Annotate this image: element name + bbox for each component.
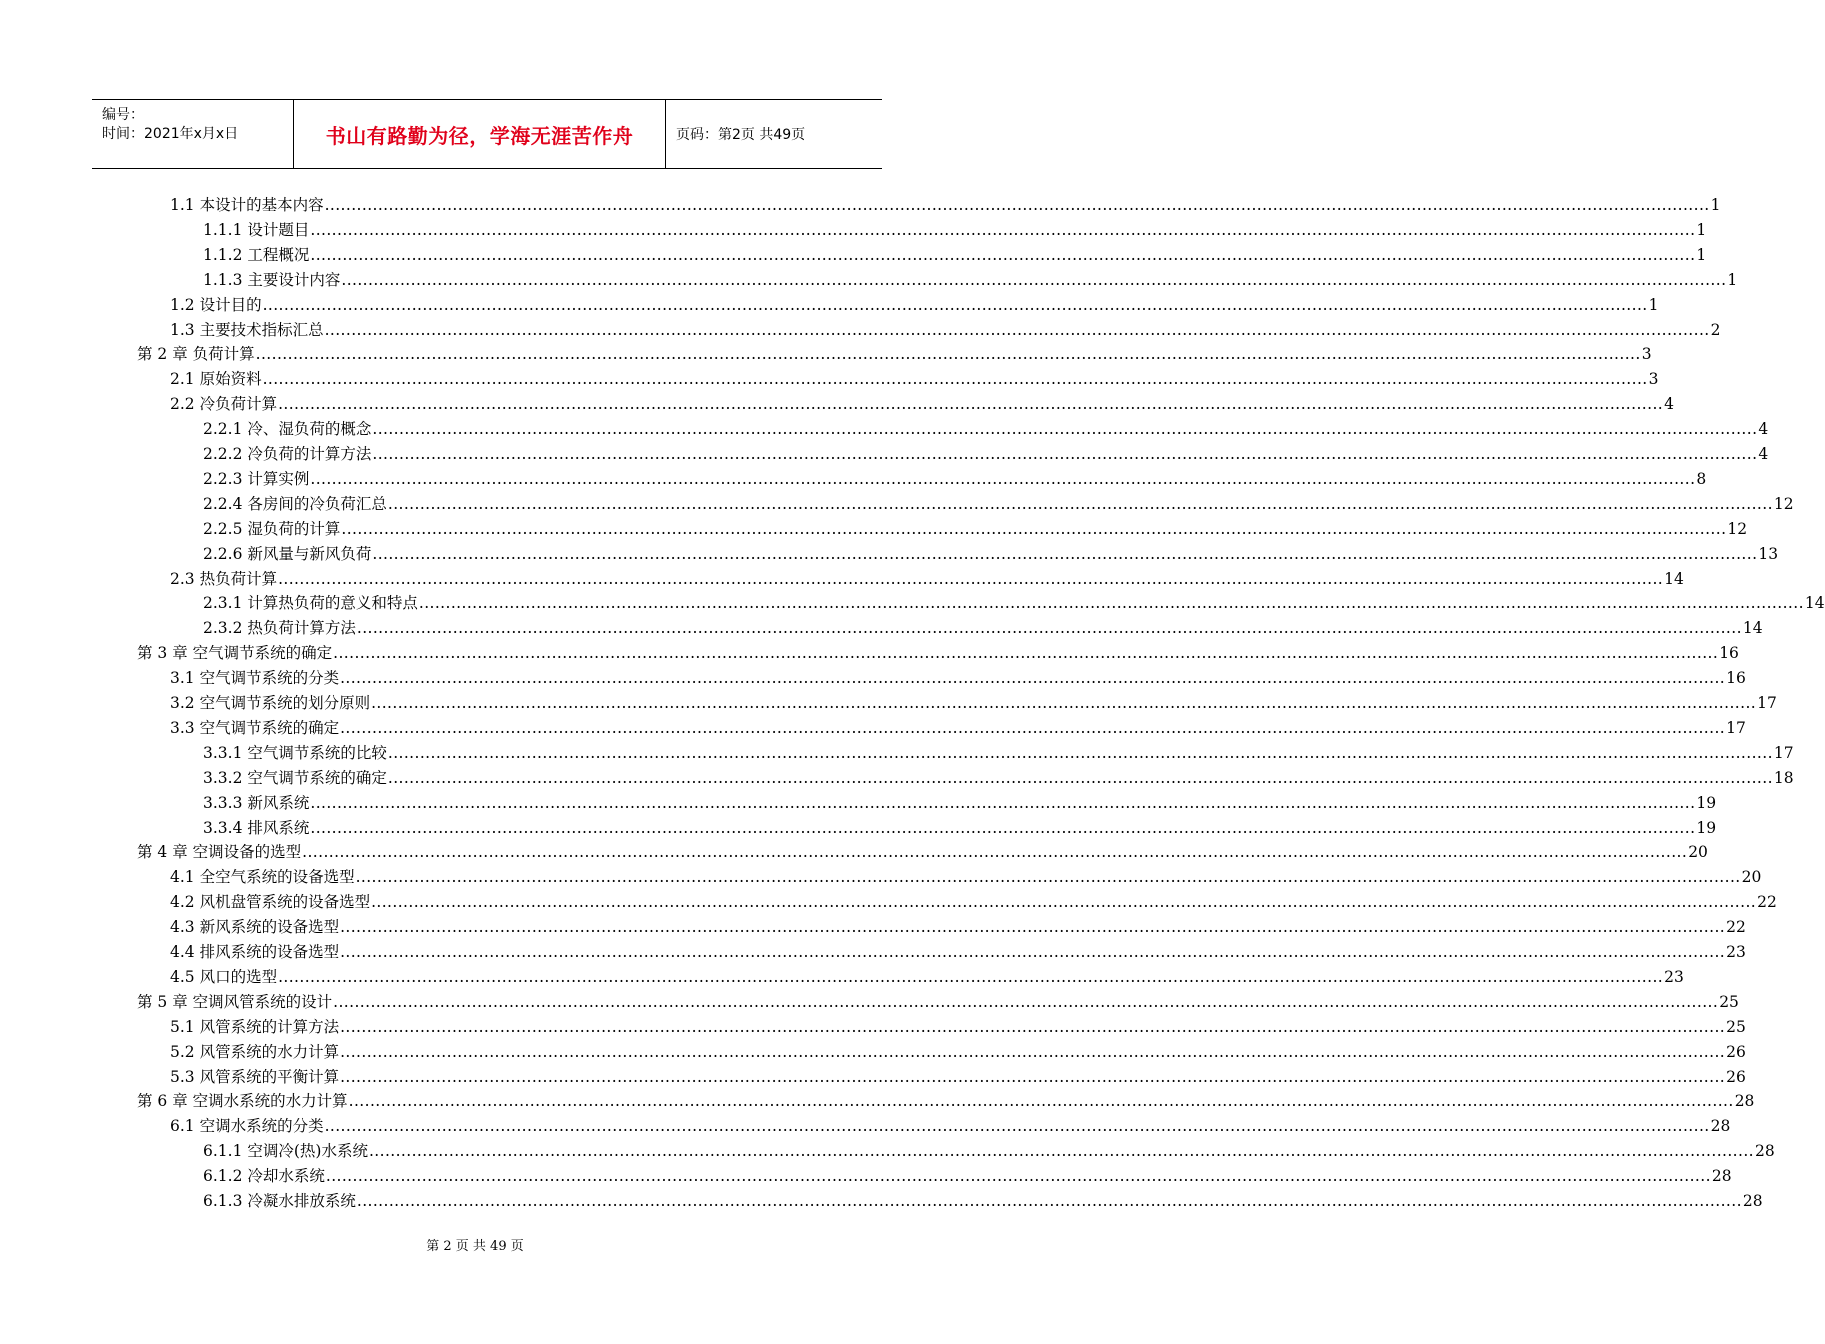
toc-entry-title: 3.3.3 新风系统: [203, 793, 310, 812]
toc-entry[interactable]: [203, 791, 1717, 815]
toc-entry-page: 28: [1734, 1092, 1755, 1111]
toc-entry[interactable]: [203, 1189, 1763, 1213]
toc-entry[interactable]: [170, 392, 1674, 416]
toc-entry-title: 1.1.1 设计题目: [203, 220, 310, 239]
toc-entry-title: 4.3 新风系统的设备选型: [170, 918, 340, 937]
toc-entry-page: 8: [1696, 469, 1707, 488]
toc-dot-leader: ....................................................................................................................................................................................................................................................................: [340, 1042, 1726, 1061]
toc-entry-title: 2.2.3 计算实例: [203, 469, 310, 488]
toc-entry-page: 2: [1710, 320, 1721, 339]
toc-entry-page: 28: [1755, 1142, 1775, 1161]
toc-dot-leader: ....................................................................................................................................................................................................................................................................: [356, 619, 1742, 638]
toc-entry-page: 14: [1664, 569, 1684, 588]
toc-entry-page: 19: [1696, 793, 1717, 812]
toc-entry[interactable]: [170, 293, 1659, 317]
toc-entry[interactable]: [203, 517, 1748, 541]
toc-entry[interactable]: [203, 268, 1738, 292]
header-motto: 书山有路勤为径，学海无涯苦作舟: [325, 123, 634, 148]
toc-entry-title: 4.2 风机盘管系统的设备选型: [170, 893, 371, 912]
toc-dot-leader: ....................................................................................................................................................................................................................................................................: [418, 594, 1804, 613]
toc-entry-title: 5.3 风管系统的平衡计算: [170, 1067, 340, 1086]
toc-dot-leader: ....................................................................................................................................................................................................................................................................: [340, 669, 1726, 688]
toc-entry[interactable]: [170, 915, 1746, 939]
toc-entry-title: 1.1.3 主要设计内容: [203, 270, 341, 289]
toc-entry-page: 3: [1648, 370, 1659, 389]
toc-dot-leader: ....................................................................................................................................................................................................................................................................: [255, 345, 1641, 364]
toc-entry-title: 2.3 热负荷计算: [170, 569, 278, 588]
toc-dot-leader: ....................................................................................................................................................................................................................................................................: [340, 918, 1726, 937]
toc-entry[interactable]: [170, 193, 1721, 217]
toc-entry-title: 2.3.2 热负荷计算方法: [203, 619, 356, 638]
toc-dot-leader: ....................................................................................................................................................................................................................................................................: [356, 1192, 1742, 1210]
toc-entry-page: 14: [1804, 594, 1825, 613]
toc-entry[interactable]: [170, 1015, 1746, 1039]
toc-entry[interactable]: [170, 865, 1762, 889]
page-header: [92, 99, 882, 169]
toc-entry-title: 2.3.1 计算热负荷的意义和特点: [203, 594, 418, 613]
toc-entry-title: 第 3 章 空气调节系统的确定: [137, 644, 333, 663]
toc-dot-leader: ....................................................................................................................................................................................................................................................................: [387, 743, 1773, 762]
toc-entry-page: 4: [1758, 420, 1769, 439]
toc-entry-page: 20: [1688, 843, 1708, 862]
toc-entry-page: 14: [1742, 619, 1763, 638]
toc-entry[interactable]: [203, 243, 1707, 267]
toc-entry-title: 4.1 全空气系统的设备选型: [170, 868, 355, 887]
toc-entry[interactable]: [203, 1139, 1775, 1163]
toc-entry-title: 第 4 章 空调设备的选型: [137, 843, 302, 862]
toc-entry[interactable]: [170, 567, 1684, 591]
toc-dot-leader: ....................................................................................................................................................................................................................................................................: [278, 967, 1664, 986]
toc-entry-page: 28: [1710, 1117, 1731, 1136]
toc-dot-leader: ....................................................................................................................................................................................................................................................................: [324, 320, 1710, 339]
toc-dot-leader: ....................................................................................................................................................................................................................................................................: [340, 943, 1726, 961]
toc-dot-leader: ....................................................................................................................................................................................................................................................................: [333, 644, 1719, 663]
toc-entry[interactable]: [170, 1065, 1746, 1089]
toc-entry[interactable]: [203, 816, 1717, 840]
toc-entry-page: 3: [1641, 345, 1652, 364]
toc-dot-leader: ....................................................................................................................................................................................................................................................................: [278, 569, 1664, 588]
toc-entry[interactable]: [203, 1164, 1732, 1188]
toc-dot-leader: ....................................................................................................................................................................................................................................................................: [387, 494, 1773, 513]
toc-entry-page: 12: [1773, 494, 1794, 513]
toc-entry[interactable]: [203, 218, 1707, 242]
toc-entry-title: 2.2.1 冷、湿负荷的概念: [203, 420, 372, 439]
toc-entry-title: 6.1 空调水系统的分类: [170, 1117, 324, 1136]
toc-entry[interactable]: [137, 840, 1708, 864]
toc-entry-page: 20: [1741, 868, 1762, 887]
toc-entry-title: 3.1 空气调节系统的分类: [170, 669, 340, 688]
toc-dot-leader: ....................................................................................................................................................................................................................................................................: [372, 544, 1758, 563]
toc-entry-title: 1.1 本设计的基本内容: [170, 196, 324, 214]
toc-entry-title: 2.2.4 各房间的冷负荷汇总: [203, 494, 387, 513]
toc-entry-page: 1: [1696, 245, 1707, 264]
toc-dot-leader: ....................................................................................................................................................................................................................................................................: [372, 420, 1758, 439]
header-meta: [92, 100, 294, 168]
toc-dot-leader: ....................................................................................................................................................................................................................................................................: [340, 718, 1726, 737]
toc-entry-title: 3.3.2 空气调节系统的确定: [203, 768, 387, 787]
toc-entry-page: 17: [1773, 743, 1794, 762]
toc-entry[interactable]: [170, 965, 1684, 989]
toc-dot-leader: ....................................................................................................................................................................................................................................................................: [341, 519, 1727, 538]
toc-entry-title: 6.1.1 空调冷(热)水系统: [203, 1142, 368, 1161]
toc-entry-page: 22: [1757, 893, 1777, 912]
toc-entry-page: 1: [1710, 196, 1721, 214]
toc-entry-page: 4: [1664, 395, 1674, 414]
toc-entry[interactable]: [203, 492, 1794, 516]
toc-entry-title: 2.2.2 冷负荷的计算方法: [203, 445, 372, 463]
toc-entry-title: 2.1 原始资料: [170, 370, 262, 389]
toc-entry-title: 6.1.2 冷却水系统: [203, 1167, 325, 1186]
toc-dot-leader: ....................................................................................................................................................................................................................................................................: [371, 694, 1757, 712]
toc-entry-title: 3.2 空气调节系统的划分原则: [170, 694, 371, 712]
toc-entry[interactable]: [203, 591, 1825, 615]
toc-dot-leader: ....................................................................................................................................................................................................................................................................: [310, 818, 1696, 837]
toc-entry-title: 1.1.2 工程概况: [203, 245, 310, 264]
toc-entry-title: 4.5 风口的选型: [170, 967, 278, 986]
document-number-label: 编号：: [102, 107, 144, 123]
toc-entry[interactable]: [170, 666, 1746, 690]
toc-entry-page: 28: [1711, 1167, 1732, 1186]
toc-dot-leader: ....................................................................................................................................................................................................................................................................: [262, 370, 1648, 389]
toc-dot-leader: ....................................................................................................................................................................................................................................................................: [310, 245, 1696, 264]
toc-dot-leader: ....................................................................................................................................................................................................................................................................: [310, 469, 1696, 488]
toc-entry-title: 1.3 主要技术指标汇总: [170, 320, 324, 339]
footer-page-number: 第 2 页 共 49 页: [426, 1239, 524, 1254]
toc-entry-page: 23: [1664, 967, 1684, 986]
toc-dot-leader: ....................................................................................................................................................................................................................................................................: [325, 1167, 1711, 1186]
toc-entry-title: 1.2 设计目的: [170, 295, 262, 314]
toc-entry-page: 22: [1726, 918, 1746, 937]
toc-dot-leader: ....................................................................................................................................................................................................................................................................: [324, 196, 1710, 214]
toc-entry[interactable]: [137, 1089, 1755, 1113]
toc-entry-page: 25: [1726, 1017, 1746, 1036]
toc-dot-leader: ....................................................................................................................................................................................................................................................................: [371, 893, 1757, 912]
toc-entry-title: 6.1.3 冷凝水排放系统: [203, 1192, 356, 1210]
toc-dot-leader: ....................................................................................................................................................................................................................................................................: [340, 1017, 1726, 1036]
toc-entry-title: 5.1 风管系统的计算方法: [170, 1017, 340, 1036]
toc-entry[interactable]: [170, 716, 1746, 740]
toc-entry-page: 12: [1727, 519, 1748, 538]
toc-entry[interactable]: [203, 417, 1769, 441]
toc-entry[interactable]: [137, 990, 1739, 1014]
toc-dot-leader: ....................................................................................................................................................................................................................................................................: [368, 1142, 1754, 1161]
toc-entry-title: 2.2.6 新风量与新风负荷: [203, 544, 372, 563]
toc-entry-title: 第 5 章 空调风管系统的设计: [137, 992, 333, 1011]
toc-entry[interactable]: [203, 542, 1779, 566]
toc-entry[interactable]: [170, 367, 1659, 391]
toc-dot-leader: ....................................................................................................................................................................................................................................................................: [333, 992, 1719, 1011]
toc-entry-title: 第 6 章 空调水系统的水力计算: [137, 1092, 348, 1111]
toc-entry-page: 26: [1726, 1067, 1746, 1086]
toc-entry-title: 3.3.1 空气调节系统的比较: [203, 743, 387, 762]
toc-dot-leader: ....................................................................................................................................................................................................................................................................: [324, 1117, 1710, 1136]
toc-dot-leader: ....................................................................................................................................................................................................................................................................: [340, 1067, 1726, 1086]
header-page-info: [666, 100, 882, 168]
toc-entry-title: 3.3 空气调节系统的确定: [170, 718, 340, 737]
toc-entry[interactable]: [137, 641, 1739, 665]
toc-entry-title: 第 2 章 负荷计算: [137, 345, 255, 364]
toc-dot-leader: ....................................................................................................................................................................................................................................................................: [302, 843, 1688, 862]
toc-dot-leader: ....................................................................................................................................................................................................................................................................: [262, 295, 1648, 314]
toc-entry[interactable]: [170, 940, 1746, 964]
toc-entry-title: 2.2 冷负荷计算: [170, 395, 278, 414]
toc-dot-leader: ....................................................................................................................................................................................................................................................................: [387, 768, 1773, 787]
toc-entry-page: 28: [1742, 1192, 1763, 1210]
header-motto-cell: [294, 100, 666, 168]
document-time-label: 时间：2021年x月x日: [102, 126, 239, 142]
toc-entry-page: 17: [1757, 694, 1777, 712]
toc-entry-page: 25: [1719, 992, 1739, 1011]
toc-entry[interactable]: [203, 467, 1707, 491]
toc-entry-page: 13: [1758, 544, 1779, 563]
toc-entry-title: 4.4 排风系统的设备选型: [170, 943, 340, 961]
toc-entry-page: 4: [1758, 445, 1769, 463]
page-footer: [0, 1235, 950, 1254]
toc-entry-page: 1: [1727, 270, 1738, 289]
header-page-number: 页码：第2页 共49页: [676, 127, 806, 143]
toc-entry-page: 18: [1773, 768, 1794, 787]
toc-entry[interactable]: [170, 1114, 1731, 1138]
toc-dot-leader: ....................................................................................................................................................................................................................................................................: [341, 270, 1727, 289]
toc-dot-leader: ....................................................................................................................................................................................................................................................................: [355, 868, 1741, 887]
toc-entry-title: 3.3.4 排风系统: [203, 818, 310, 837]
toc-entry-page: 23: [1726, 943, 1746, 961]
toc-entry[interactable]: [203, 442, 1769, 466]
toc-dot-leader: ....................................................................................................................................................................................................................................................................: [348, 1092, 1734, 1111]
toc-entry-page: 16: [1726, 669, 1746, 688]
toc-dot-leader: ....................................................................................................................................................................................................................................................................: [278, 395, 1664, 414]
toc-entry[interactable]: [170, 318, 1721, 342]
toc-entry-page: 1: [1648, 295, 1659, 314]
toc-entry-title: 2.2.5 湿负荷的计算: [203, 519, 341, 538]
toc-entry-page: 16: [1719, 644, 1739, 663]
toc-entry-page: 17: [1726, 718, 1746, 737]
toc-entry-page: 19: [1696, 818, 1717, 837]
toc-entry-page: 1: [1696, 220, 1707, 239]
toc-entry[interactable]: [203, 741, 1794, 765]
toc-dot-leader: ....................................................................................................................................................................................................................................................................: [310, 220, 1696, 239]
toc-entry[interactable]: [170, 691, 1777, 715]
toc-entry[interactable]: [170, 890, 1777, 914]
toc-entry-page: 26: [1726, 1042, 1746, 1061]
toc-dot-leader: ....................................................................................................................................................................................................................................................................: [372, 445, 1758, 463]
toc-entry-title: 5.2 风管系统的水力计算: [170, 1042, 340, 1061]
toc-dot-leader: ....................................................................................................................................................................................................................................................................: [310, 793, 1696, 812]
toc-entry[interactable]: [170, 1040, 1746, 1064]
toc-entry[interactable]: [137, 342, 1652, 366]
toc-entry[interactable]: [203, 616, 1763, 640]
toc-entry[interactable]: [203, 766, 1794, 790]
